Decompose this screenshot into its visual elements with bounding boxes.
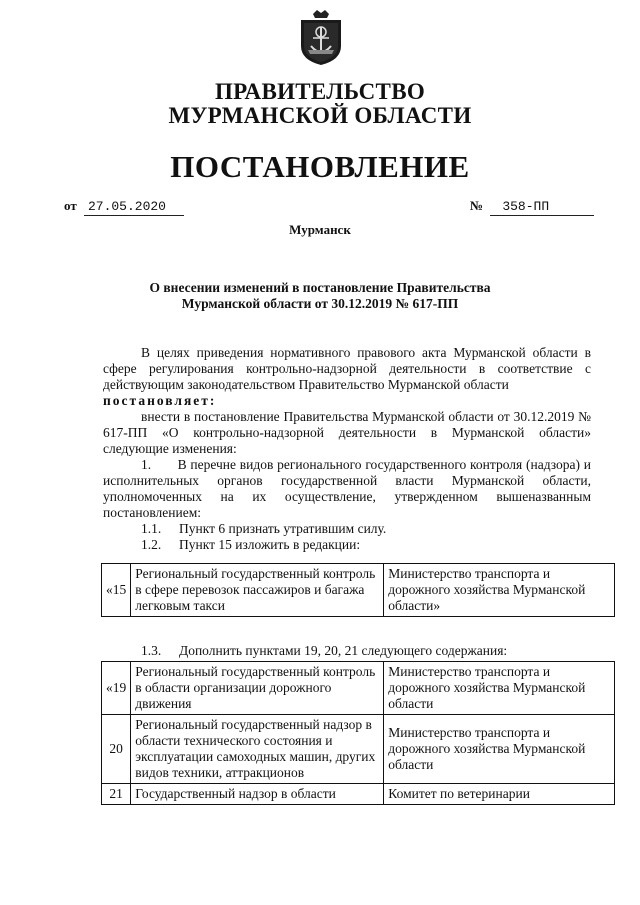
table-row: [102, 564, 615, 617]
row-number: «19: [102, 662, 131, 715]
date-value: 27.05.2020: [84, 199, 184, 216]
number-field: [470, 198, 594, 216]
authority-name: Министерство транспорта и дорожного хозяйства Мурманской области»: [384, 564, 615, 617]
item-1-1-number: 1.1.: [141, 521, 162, 536]
number-value: 358-ПП: [490, 199, 594, 216]
subject-line2: Мурманской области от 30.12.2019 № 617-ПП: [181, 296, 459, 311]
item-1-3-text: Дополнить пунктами 19, 20, 21 следующего содержания:: [179, 643, 508, 658]
control-type: Региональный государственный контроль в области организации дорожного движения: [131, 662, 384, 715]
decree-word: постановляет:: [103, 393, 217, 408]
government-title-line2: МУРМАНСКОЙ ОБЛАСТИ: [168, 103, 472, 128]
subject-line1: О внесении изменений в постановление Правительства: [149, 280, 491, 295]
item-1-3-number: 1.3.: [141, 643, 162, 658]
item-1-number: 1.: [141, 457, 152, 472]
authority-name: Министерство транспорта и дорожного хозяйства Мурманской области: [384, 715, 615, 784]
date-field: [64, 198, 184, 216]
table-item-15: [101, 563, 615, 617]
authority-name: Комитет по ветеринарии: [384, 784, 615, 805]
body-section-1: [103, 345, 591, 553]
table-row: [102, 784, 615, 805]
row-number: 20: [102, 715, 131, 784]
control-type: Региональный государственный надзор в области технического состояния и эксплуатации самоходных машин, других видов техники, аттракционов: [131, 715, 384, 784]
body-section-2: [103, 643, 591, 659]
table-items-19-21: [101, 661, 615, 805]
item-1-text: В перечне видов регионального государственного контроля (надзора) и исполнительных органов государственной власти Мурманской области, уполномоченных на их осуществление, утвержденном вышеназванным постановлением:: [103, 457, 591, 520]
government-title-line1: ПРАВИТЕЛЬСТВО: [214, 79, 426, 104]
item-1-2-text: Пункт 15 изложить в редакции:: [179, 537, 361, 552]
control-type: Региональный государственный контроль в сфере перевозок пассажиров и багажа легковым такси: [131, 564, 384, 617]
control-type: Государственный надзор в области: [131, 784, 384, 805]
intro-paragraph: внести в постановление Правительства Мурманской области от 30.12.2019 № 617-ПП «О контрольно-надзорной деятельности в Мурманской области» следующие изменения:: [103, 409, 591, 456]
item-1-2: [103, 537, 591, 553]
date-label: от: [64, 198, 77, 213]
coat-of-arms-icon: [299, 10, 343, 66]
authority-name: Министерство транспорта и дорожного хозяйства Мурманской области: [384, 662, 615, 715]
row-number: «15: [102, 564, 131, 617]
preamble-paragraph: В целях приведения нормативного правового акта Мурманской области в сфере регулирования контрольно-надзорной деятельности в соответствие с действующим законодательством Правительство Мурманской области постановляет:: [103, 345, 591, 408]
item-1-3: [103, 643, 591, 659]
item-1-2-number: 1.2.: [141, 537, 162, 552]
item-1-paragraph: [103, 457, 591, 521]
number-label: №: [470, 198, 484, 213]
item-1-1-text: Пункт 6 признать утратившим силу.: [179, 521, 387, 536]
document-type-heading: ПОСТАНОВЛЕНИЕ: [170, 149, 470, 184]
document-subject: [0, 280, 640, 312]
city-name: Мурманск: [289, 222, 351, 237]
table-row: [102, 715, 615, 784]
item-1-1: [103, 521, 591, 537]
row-number: 21: [102, 784, 131, 805]
table-row: [102, 662, 615, 715]
